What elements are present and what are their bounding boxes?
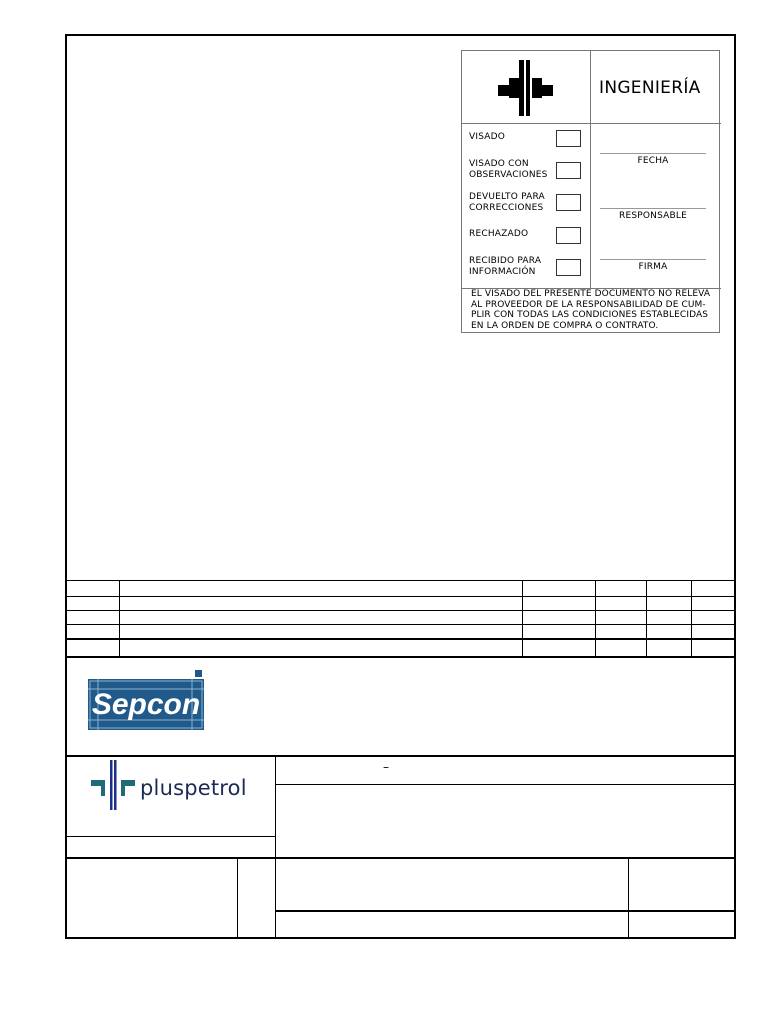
option-visado-con-observaciones-label: VISADO CON OBSERVACIONES <box>469 159 548 180</box>
checkbox-rechazado[interactable] <box>556 227 581 244</box>
sepcon-logo <box>88 670 205 731</box>
pluspetrol-logo-text: pluspetrol <box>140 776 247 800</box>
responsable-label: RESPONSABLE <box>618 211 687 221</box>
checkbox-recibido[interactable] <box>556 259 581 276</box>
fecha-line <box>600 153 706 154</box>
firma-line <box>600 259 706 260</box>
svg-text:Sepcon: Sepcon <box>91 688 201 721</box>
stamp-title: INGENIERÍA <box>599 78 701 98</box>
approval-stamp <box>461 50 720 333</box>
stamp-disclaimer: EL VISADO DEL PRESENTE DOCUMENTO NO RELEVA AL PROVEEDOR DE LA RESPONSABILIDAD DE CUM- PLIR CON TODAS LAS CONDICIONES ESTABLECIDAS EN LA ORDEN DE COMPRA O CONTRATO. <box>471 289 711 331</box>
option-visado-label: VISADO <box>469 132 506 142</box>
checkbox-devuelto[interactable] <box>556 194 581 211</box>
checkbox-visado-con-observaciones[interactable] <box>556 162 581 179</box>
option-devuelto-label: DEVUELTO PARA CORRECCIONES <box>469 192 545 213</box>
checkbox-visado[interactable] <box>556 130 581 147</box>
firma-label: FIRMA <box>638 262 668 272</box>
responsable-line <box>600 208 706 209</box>
option-rechazado-label: RECHAZADO <box>469 229 529 239</box>
fecha-label: FECHA <box>637 156 669 166</box>
engineering-logo <box>498 60 555 116</box>
pluspetrol-logo-mark <box>91 760 135 810</box>
document-code-dash: – <box>383 760 389 774</box>
option-recibido-label: RECIBIDO PARA INFORMACIÓN <box>469 256 542 277</box>
